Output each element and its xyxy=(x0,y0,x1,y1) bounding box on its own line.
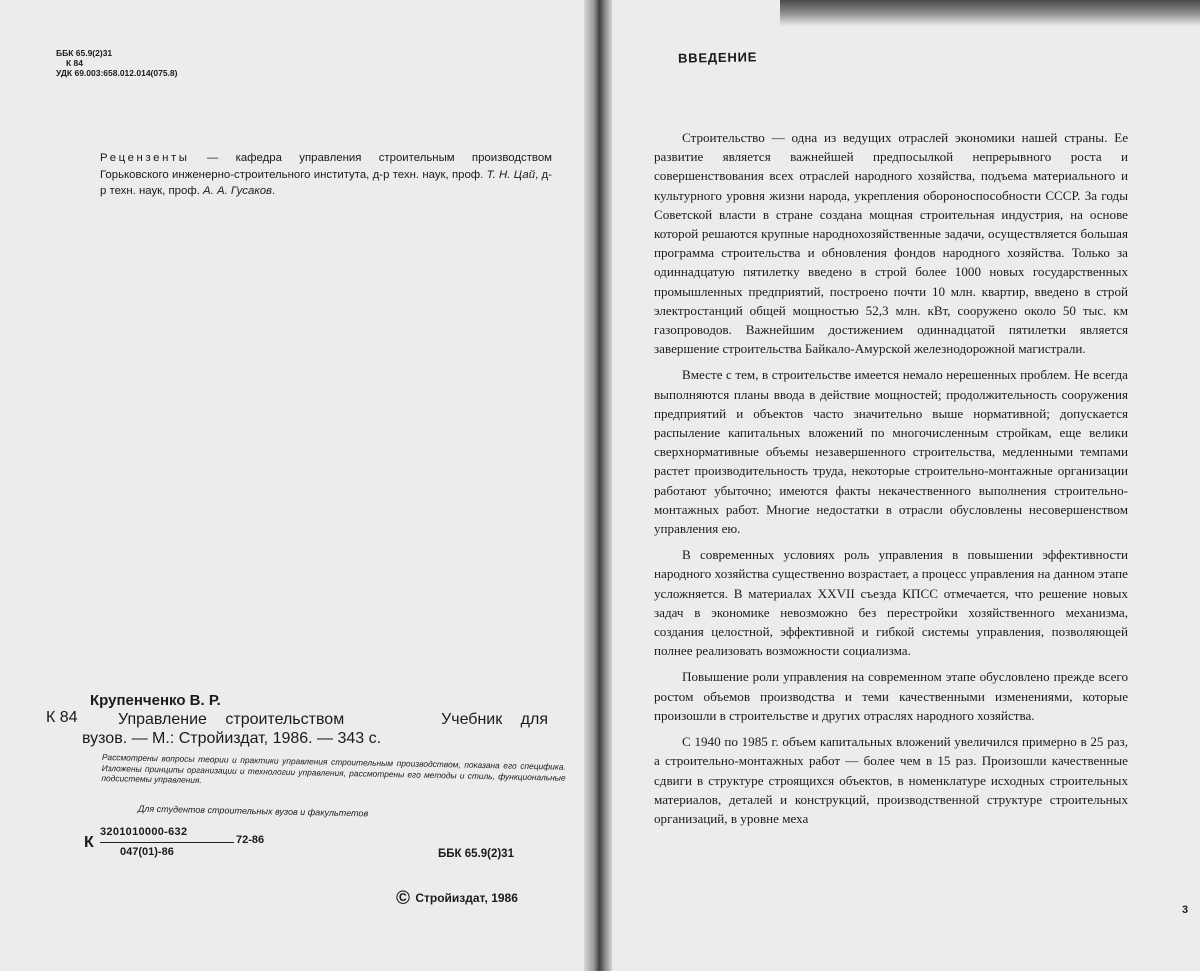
chapter-heading: ВВЕДЕНИЕ xyxy=(677,49,758,66)
author-mark: К 84 xyxy=(66,58,84,68)
paragraph-2: Вместе с тем, в строительстве имеется немало нерешенных проблем. Не всегда выполняются планы ввода в действие мощностей; продолжительность сооружения предприятий и объектов часто значительно выше нормативной; допускается распыление капитальных вложений по многочисленным стройкам, еще велики сверхнормативные объемы незавершенного строительства, медленными темпами растет производительность труда, некоторые строительно-монтажные организации работают убыточно; имеются факты некачественного выполнения строительно-монтажных работ. Многие недостатки в отрасли обусловлены несовершенством управления ею. xyxy=(654,367,1128,537)
page-shadow xyxy=(780,0,1200,26)
paragraph-1: Строительство — одна из ведущих отраслей экономики нашей страны. Ее развитие является важнейшей предпосылкой непрерывного роста и совершенствования всех отраслей народного хозяйства, подъема материального и культурного уровня жизни народа, укрепления обороноспособности СССР. За годы Советской власти в стране создана мощная строительная индустрия, на основе которой решаются крупные народнохозяйственные задачи, осуществляется большая программа строительства и обновления фондов народного хозяйства. Только за одиннадцатую пятилетку введено в строй более 1000 новых государственных промышленных предприятий, построено почти 10 млн. квартир, введено в строй электростанций общей мощностью 52,3 млн. кВт, сооружено около 50 тыс. км газопроводов. Важнейшим достижением одиннадцатой пятилетки является завершение строительства Байкало-Амурской железнодорожной магистрали. xyxy=(654,130,1128,357)
paragraph-4: Повышение роли управления на современном этапе обусловлено прежде всего ростом объемов производства и теми качественными изменениями, которые произошли в строительстве и других отраслях народного хозяйства. xyxy=(654,669,1128,723)
price-denominator: 047(01)-86 xyxy=(120,846,174,858)
reviewer-name-2: А. А. Гусаков xyxy=(203,185,272,197)
book-title-subtitle: Учебник для xyxy=(441,711,548,728)
right-page xyxy=(602,0,1200,971)
paragraph-5: С 1940 по 1985 г. объем капитальных вложений увеличился примерно в 25 раз, а строительно-монтажных работ — более чем в 15 раз. Произошли качественные сдвиги в структуре строящихся объектов, в номенклатуре исходных строительных материалов, деталей и конструкций, производственной структуре строительных организаций, в уровне меха xyxy=(654,734,1128,826)
reviewers-end: . xyxy=(271,185,276,197)
reviewers-label: Рецензенты xyxy=(100,152,190,164)
reviewers-mid: , д-р техн. наук, проф. xyxy=(100,168,552,197)
book-title-main: Управление строительством xyxy=(118,711,345,728)
bbk-bottom: ББК 65.9(2)31 xyxy=(438,848,514,860)
reviewers-text: — кафедра управления строительным производством Горьковского инженерно-строительного института, д-р техн. наук, проф. xyxy=(100,152,552,181)
bbk-code: ББК 65.9(2)31 xyxy=(56,48,113,58)
card-code: К 84 xyxy=(46,709,78,726)
reviewer-name-1: Т. Н. Цай xyxy=(486,168,536,181)
left-page xyxy=(0,0,594,971)
intro-text xyxy=(654,128,1128,835)
copyright-icon: © xyxy=(396,888,410,909)
page-number: 3 xyxy=(1182,904,1189,916)
udk-code: УДК 69.003:658.012.014(075.8) xyxy=(56,68,178,78)
reviewers-block xyxy=(100,150,552,200)
book-gutter xyxy=(584,0,612,971)
classification-header xyxy=(56,48,178,78)
price-numerator: 3201010000-632 xyxy=(100,826,188,838)
book-annotation: Рассмотрены вопросы теории и практики управления строительным производством, показана его специфика. Изложены принципы организации и технологии управления, рассмотрены его методы и стиль, функциональные подсистемы управления. xyxy=(101,752,566,786)
paragraph-3: В современных условиях роль управления в повышении эффективности народного хозяйства существенно возрастает, а процесс управления на данном этапе усложняется. В материалах XXVII съезда КПСС отмечается, что решение новых задач в экономике невозможно без перестройки хозяйственного механизма, создания целостной, эффективной и гибкой системы управления, позволяющей полнее реализовать возможности социализма. xyxy=(654,547,1128,659)
author-name: Крупенченко В. Р. xyxy=(90,692,221,709)
fraction-bar xyxy=(100,842,234,843)
price-letter: К xyxy=(84,834,94,851)
copyright-line xyxy=(396,888,518,910)
price-code xyxy=(84,828,304,868)
target-audience: Для студентов строительных вузов и факультетов xyxy=(137,803,369,819)
book-title-line-2: вузов. — М.: Стройиздат, 1986. — 343 с. xyxy=(82,730,382,747)
book-title-line-1 xyxy=(118,711,548,729)
price-year: 72-86 xyxy=(236,834,265,846)
copyright-text: Стройиздат, 1986 xyxy=(415,891,518,905)
